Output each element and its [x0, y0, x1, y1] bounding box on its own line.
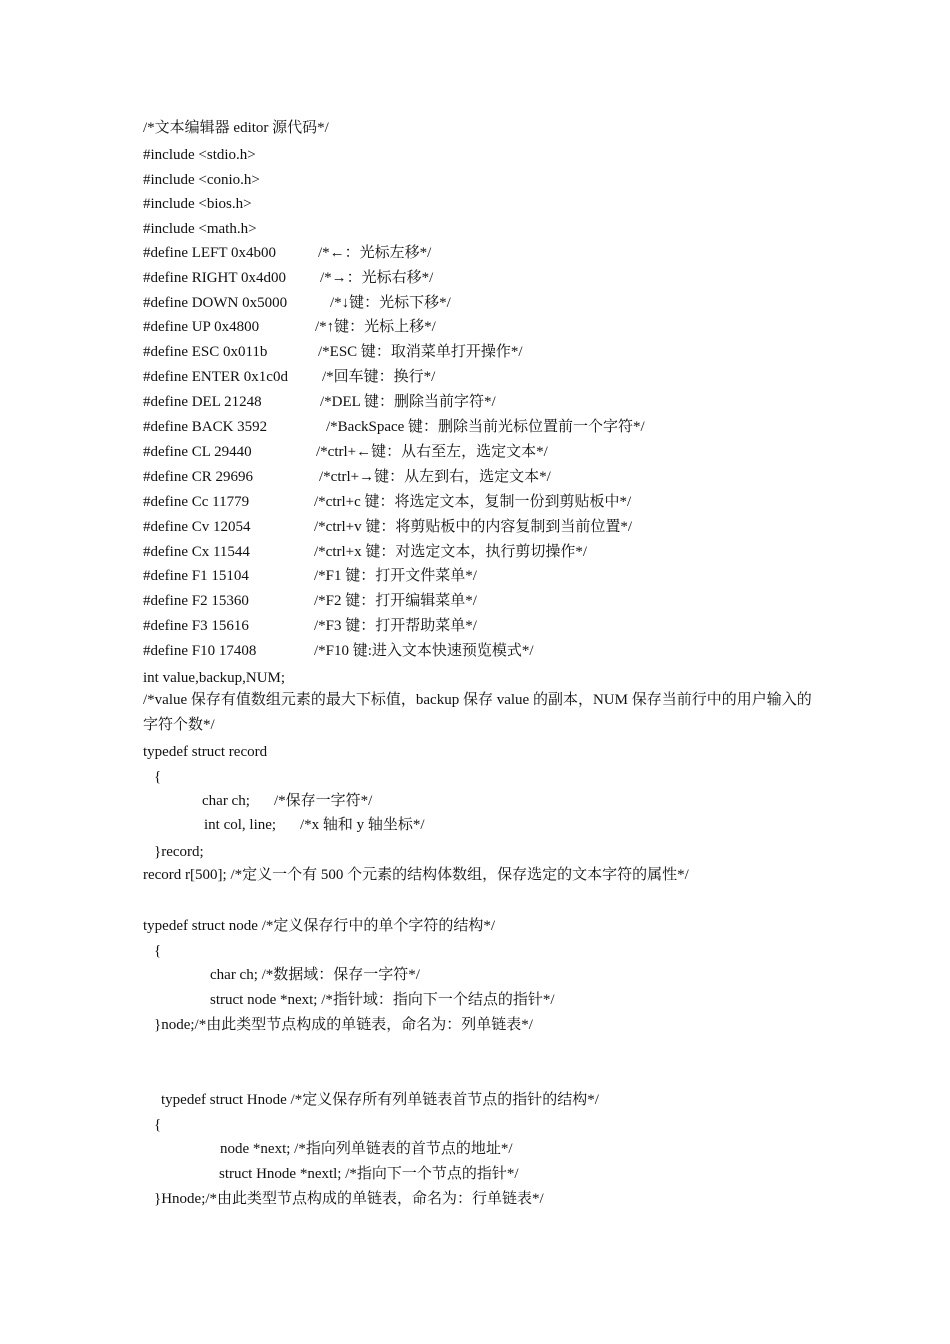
globals-decl: int value,backup,NUM; [143, 670, 286, 686]
define-comment: /*F1 键：打开文件菜单*/ [314, 568, 477, 584]
define-code: #define DEL 21248 [143, 394, 262, 410]
globals-comment: /*value 保存有值数组元素的最大下标值，backup 保存 value 的副本，NUM 保存当前行中的用户输入的字符个数*/ [143, 692, 812, 733]
define-comment: /*F3 键：打开帮助菜单*/ [314, 618, 477, 634]
record-field-ch: char ch; [202, 793, 250, 809]
define-code: #define RIGHT 0x4d00 [143, 270, 287, 286]
define-code: #define Cv 12054 [143, 519, 251, 535]
define-comment: /*回车键：换行*/ [322, 369, 436, 385]
record-field-col-line: int col, line; [204, 817, 277, 833]
define-comment: /*DEL 键：删除当前字符*/ [320, 394, 496, 410]
define-code: #define LEFT 0x4b00 [143, 245, 277, 261]
define-code: #define ESC 0x011b [143, 344, 268, 360]
hnode-field-nextl: struct Hnode *nextl; /*指向下一个节点的指针*/ [219, 1166, 519, 1182]
hnode-struct-open: { [154, 1117, 162, 1133]
define-comment: /*BackSpace 键：删除当前光标位置前一个字符*/ [326, 419, 645, 435]
define-code: #define CR 29696 [143, 469, 253, 485]
define-code: #define CL 29440 [143, 444, 252, 460]
define-code: #define DOWN 0x5000 [143, 295, 288, 311]
record-struct-close: }record; [154, 844, 204, 860]
define-comment: /*ctrl+v 键：将剪贴板中的内容复制到当前位置*/ [314, 519, 633, 535]
hnode-field-next: node *next; /*指向列单链表的首节点的地址*/ [220, 1141, 513, 1157]
node-struct-head: typedef struct node /*定义保存行中的单个字符的结构*/ [143, 918, 496, 934]
define-code: #define BACK 3592 [143, 419, 268, 435]
define-comment: /*↓键：光标下移*/ [330, 295, 451, 311]
define-comment: /*F2 键：打开编辑菜单*/ [314, 593, 477, 609]
header-comment: /*文本编辑器 editor 源代码*/ [143, 120, 329, 136]
include-line: #include <bios.h> [143, 196, 252, 212]
hnode-struct-close: }Hnode;/*由此类型节点构成的单链表，命名为：行单链表*/ [154, 1191, 544, 1207]
record-field-col-line-comment: /*x 轴和 y 轴坐标*/ [300, 817, 425, 833]
define-code: #define F2 15360 [143, 593, 249, 609]
record-struct-head: typedef struct record [143, 744, 268, 760]
node-struct-open: { [154, 943, 162, 959]
define-comment: /*F10 键:进入文本快速预览模式*/ [314, 643, 534, 659]
record-array-decl: record r[500]; /*定义一个有 500 个元素的结构体数组，保存选定的文本字符的属性*/ [143, 867, 689, 883]
record-field-ch-comment: /*保存一字符*/ [274, 793, 373, 809]
define-comment: /*ESC 键：取消菜单打开操作*/ [318, 344, 523, 360]
node-field-next: struct node *next; /*指针域：指向下一个结点的指针*/ [210, 992, 555, 1008]
include-line: #include <stdio.h> [143, 147, 256, 163]
define-comment: /*←：光标左移*/ [318, 245, 432, 261]
define-code: #define ENTER 0x1c0d [143, 369, 288, 385]
define-comment: /*ctrl+→键：从左到右，选定文本*/ [319, 469, 551, 485]
hnode-struct-head: typedef struct Hnode /*定义保存所有列单链表首节点的指针的结构*/ [161, 1092, 599, 1108]
define-comment: /*→：光标右移*/ [320, 270, 434, 286]
define-comment: /*ctrl+c 键：将选定文本，复制一份到剪贴板中*/ [314, 494, 632, 510]
define-comment: /*↑键：光标上移*/ [315, 319, 436, 335]
define-code: #define F1 15104 [143, 568, 249, 584]
define-comment: /*ctrl+←键：从右至左，选定文本*/ [316, 444, 548, 460]
define-comment: /*ctrl+x 键：对选定文本，执行剪切操作*/ [314, 544, 588, 560]
include-line: #include <math.h> [143, 221, 257, 237]
define-code: #define F10 17408 [143, 643, 257, 659]
define-code: #define UP 0x4800 [143, 319, 260, 335]
node-struct-close: }node;/*由此类型节点构成的单链表，命名为：列单链表*/ [154, 1017, 533, 1033]
define-code: #define F3 15616 [143, 618, 249, 634]
include-line: #include <conio.h> [143, 172, 260, 188]
define-code: #define Cc 11779 [143, 494, 250, 510]
record-struct-open: { [154, 769, 162, 785]
define-code: #define Cx 11544 [143, 544, 250, 560]
node-field-ch: char ch; /*数据域：保存一字符*/ [210, 967, 420, 983]
